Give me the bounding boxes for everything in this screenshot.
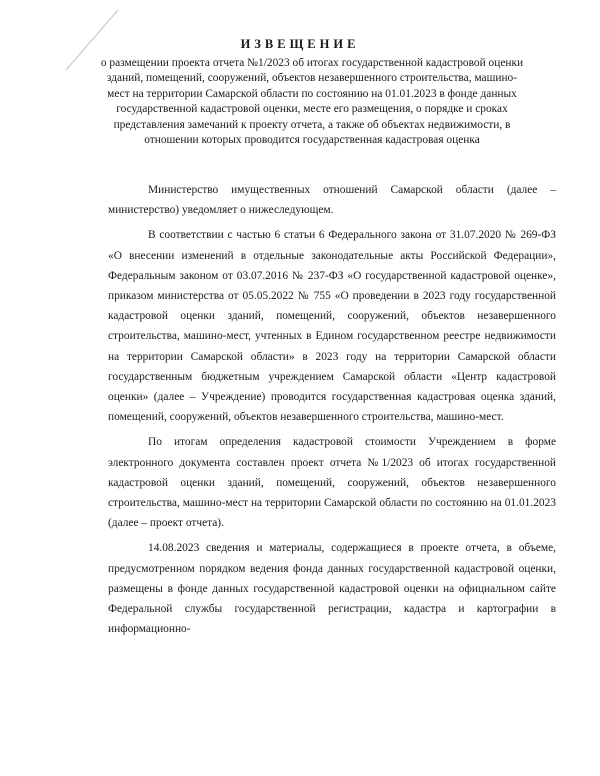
paragraph: 14.08.2023 сведения и материалы, содержащиеся в проекте отчета, в объеме, предусмотренном порядком ведения фонда данных государственной кадастровой оценки, размещены в фонде данных государственной кадастровой оценки на официальном сайте Федеральной службы государственной регистрации, кадастра и картографии в информационно- [108,542,556,636]
notice-title: ИЗВЕЩЕНИЕ [240,37,360,51]
paragraph: По итогам определения кадастровой стоимости Учреждением в форме электронного документа составлен проект отчета №1/2023 об итогах государственной кадастровой оценки зданий, помещений, сооружений, объектов незавершенного строительства, машино-мест на территории Самарской области по состоянию на 01.01.2023 (далее – проект отчета). [108,436,556,530]
notice-subtitle: о размещении проекта отчета №1/2023 об итогах государственной кадастровой оценки зданий, помещений, сооружений, объектов незавершенного строительства, машино-мест на территории Самарской области по состоянию на 01.01.2023 в фонде данных государственной кадастровой оценки, месте его размещения, о порядке и сроках представления замечаний к проекту отчета, а также об объектах недвижимости, в отношении которых проводится государственная кадастровая оценка [100,57,524,147]
paragraph: Министерство имущественных отношений Самарской области (далее – министерство) уведомляет о нижеследующем. [108,184,556,217]
paragraph: В соответствии с частью 6 статьи 6 Федерального закона от 31.07.2020 № 269-ФЗ «О внесении изменений в отдельные законодательные акты Российской Федерации», Федеральным законом от 03.07.2016 № 237-ФЗ «О государственной кадастровой оценке», приказом министерства от 05.05.2022 № 755 «О проведении в 2023 году государственной кадастровой оценки зданий, помещений, сооружений, объектов незавершенного строительства, машино-мест, учтенных в Едином государственном реестре недвижимости на территории Самарской области» в 2023 году на территории Самарской области государственным бюджетным учреждением Самарской области «Центр кадастровой оценки» (далее – Учреждение) проводится государственная кадастровая оценка зданий, помещений, сооружений, объектов незавершенного строительства, машино-мест. [108,229,556,424]
notice-body [108,180,556,644]
